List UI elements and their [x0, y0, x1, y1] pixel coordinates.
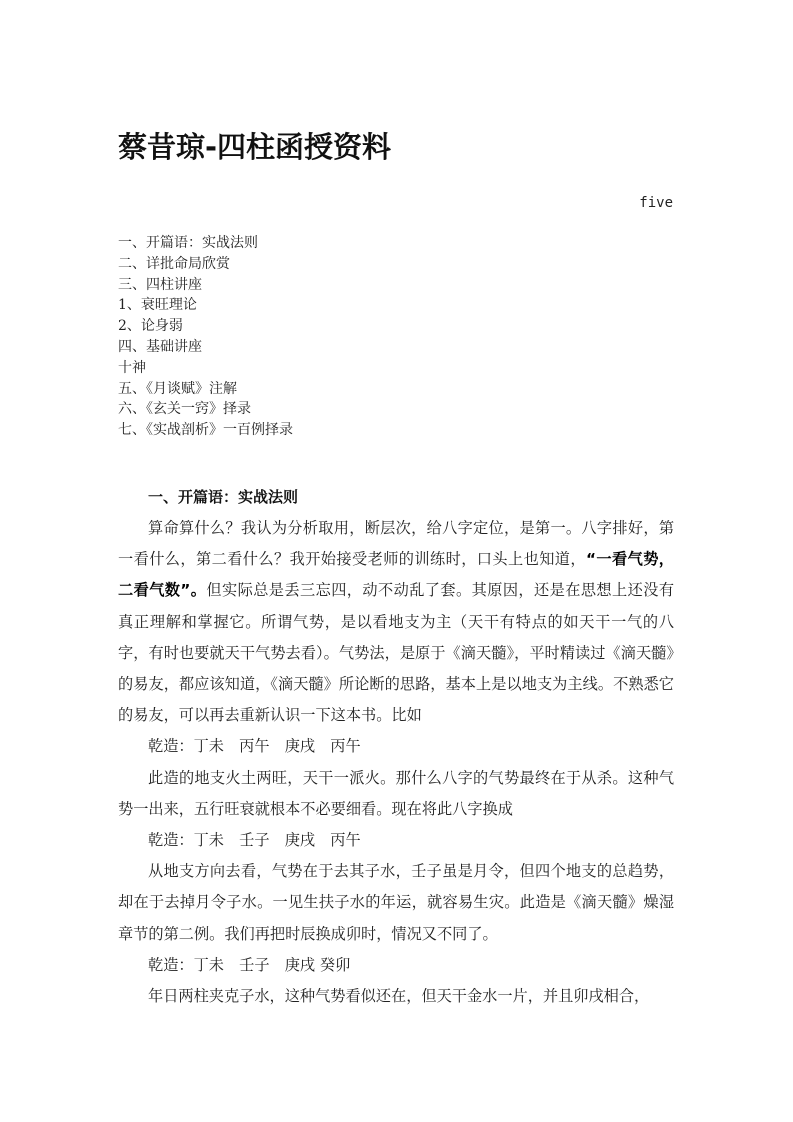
document-title: 蔡昔琼-四柱函授资料	[118, 130, 392, 164]
birth-chart-line: 乾造：丁未 丙午 庚戌 丙午	[148, 737, 361, 756]
paragraph-text: 但实际总是丢三忘四，动不动乱了套。其原因，还是在思想上还没有真正理解和掌握它。所谓气势，是以看地支为主（天干有特点的如天干一气的八字，有时也要就天干气势去看）。气势法，是原于《滴天髓》，平时精读过《滴天髓》的易友，都应该知道，《滴天髓》所论断的思路，基本上是以地支为主线。不熟悉它的易友，可以再去重新认识一下这本书。比如	[118, 581, 675, 725]
paragraph	[118, 513, 674, 731]
birth-chart-line: 乾造：丁未 壬子 庚戌 丙午	[148, 831, 361, 850]
paragraph: 年日两柱夹克子水，这种气势看似还在，但天干金水一片，并且卯戌相合，	[148, 987, 650, 1006]
paragraph-text: 算命算什么？我认为分析取用，断层次，给八字定位，是第一。八字排好，第一看什么，第二看什么？我开始接受老师的训练时，口头上也知道，	[118, 519, 674, 569]
section-body	[118, 513, 674, 1012]
part-label: five	[639, 195, 673, 211]
toc-item: 三、四柱讲座	[118, 276, 202, 293]
paragraph: 从地支方向去看，气势在于去其子水，壬子虽是月令，但四个地支的总趋势，却在于去掉月令子水。一见生扶子水的年运，就容易生灾。此造是《滴天髓》燥湿章节的第二例。我们再把时辰换成卯时，情况又不同了。	[118, 862, 674, 943]
toc-item: 一、开篇语：实战法则	[118, 235, 258, 251]
toc-item: 二、详批命局欣赏	[118, 255, 230, 272]
table-of-contents	[118, 233, 293, 441]
toc-item: 1、衰旺理论	[118, 297, 197, 314]
toc-item: 五、《月谈赋》注解	[118, 380, 237, 397]
section-heading: 一、开篇语：实战法则	[148, 488, 299, 506]
toc-item: 十神	[118, 359, 146, 376]
toc-item: 四、基础讲座	[118, 338, 202, 355]
birth-chart-line: 乾造：丁未 壬子 庚戌 癸卯	[148, 955, 351, 974]
emphasis-quote: “一看气势，二看气数”。	[118, 550, 674, 600]
toc-item: 七、《实战剖析》一百例择录	[118, 422, 293, 439]
paragraph: 此造的地支火土两旺，天干一派火。那什么八字的气势最终在于从杀。这种气势一出来，五行旺衰就根本不必要细看。现在将此八字换成	[118, 768, 674, 818]
toc-item: 2、论身弱	[118, 318, 183, 335]
toc-item: 六、《玄关一窍》择录	[118, 401, 251, 418]
